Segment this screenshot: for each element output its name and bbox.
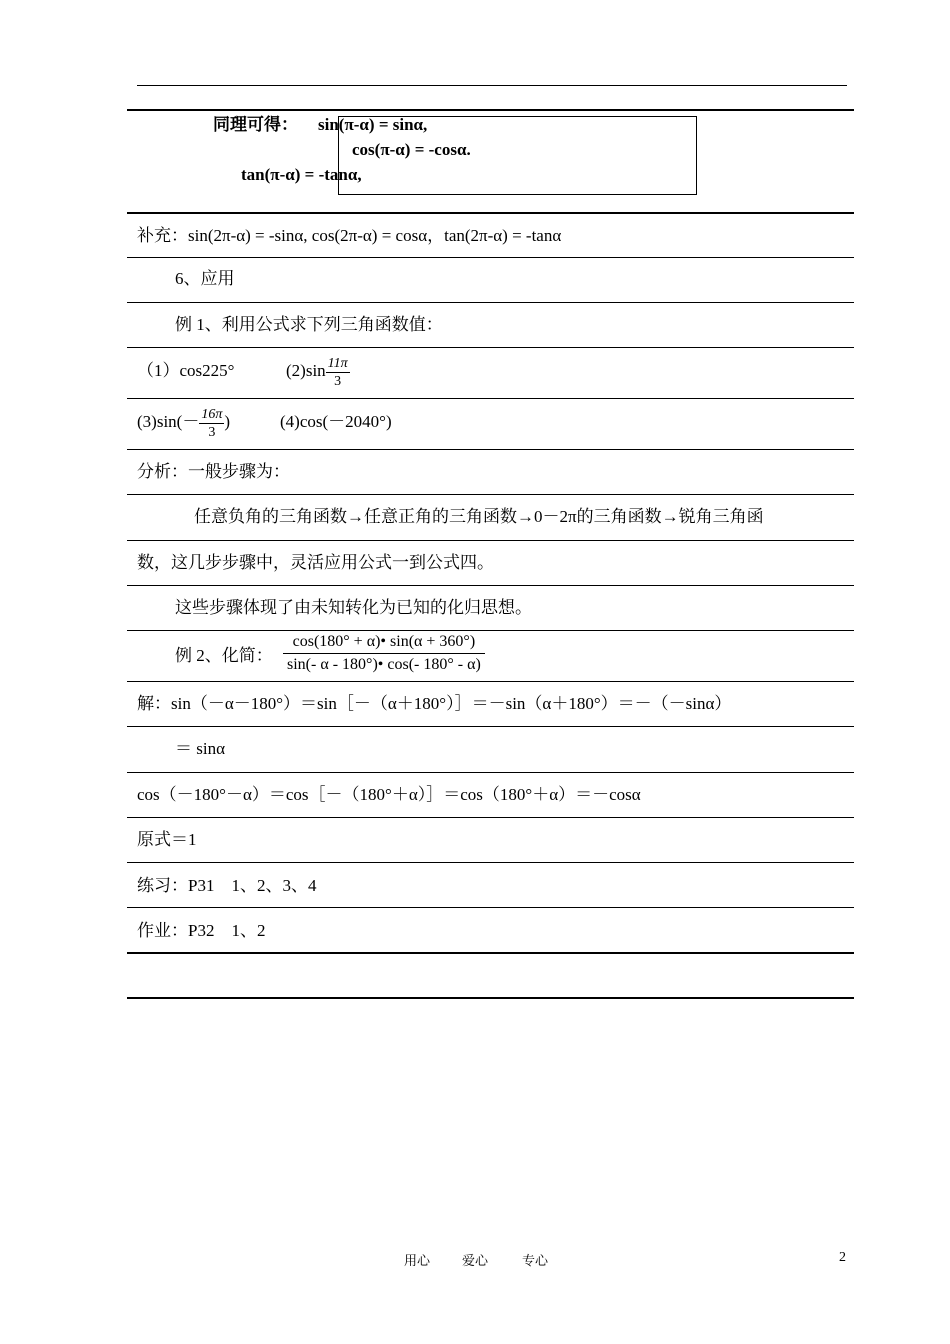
row-rule (127, 302, 854, 303)
footer-motto-3: 专心 (522, 1254, 549, 1269)
example-1-item-4: (4)cos(－2040°) (280, 412, 392, 431)
example-1-item-2 (286, 351, 350, 391)
formula-sin-pi-minus-alpha: sin(π-α) = sinα, (318, 115, 428, 134)
header-rule (137, 85, 847, 86)
analysis-line-1: 任意负角的三角函数→任意正角的三角函数→0－2π的三角函数→锐角三角函 (194, 507, 764, 526)
analysis-title: 分析：一般步骤为： (137, 462, 290, 481)
example-1-title: 例 1、利用公式求下列三角函数值： (175, 315, 443, 334)
item-3-suffix: ) (224, 412, 231, 431)
fraction-numerator: cos(180° + α)• sin(α + 360°) (292, 633, 476, 650)
analysis-line-3: 这些步骤体现了由未知转化为已知的化归思想。 (175, 598, 532, 617)
formula-cos-pi-minus-alpha: cos(π-α) = -cosα. (352, 140, 471, 159)
row-rule (127, 540, 854, 541)
table-bottom-rule (127, 952, 854, 954)
row-rule (127, 630, 854, 631)
fraction-denominator: 3 (199, 423, 224, 441)
footer-motto-2: 爱心 (462, 1254, 489, 1269)
item-2-prefix: (2)sin (286, 361, 326, 380)
example-1-item-1: （1）cos225° (137, 361, 235, 380)
fraction-denominator: 3 (326, 372, 350, 390)
row-rule (127, 257, 854, 258)
solution-result: 原式＝1 (137, 830, 197, 849)
example-2-title: 例 2、化简： (175, 646, 273, 665)
row-rule (127, 772, 854, 773)
supplement-formulas: 补充：sin(2π-α) = -sinα, cos(2π-α) = cosα，tan(2π-α) = -tanα (137, 226, 562, 245)
row-rule (127, 398, 854, 399)
solution-line-2: ＝ sinα (175, 739, 225, 758)
row-rule (127, 347, 854, 348)
page-number: 2 (839, 1250, 846, 1265)
section-6-heading: 6、应用 (175, 269, 235, 288)
row-rule (127, 585, 854, 586)
homework-assignment: 作业：P32 1、2 (137, 921, 266, 940)
analysis-line-2: 数，这几步步骤中，灵活应用公式一到公式四。 (137, 553, 494, 572)
row-rule (127, 449, 854, 450)
formula-tan-pi-minus-alpha: tan(π-α) = -tanα, (241, 165, 362, 184)
footer-motto-1: 用心 (404, 1254, 431, 1269)
similar-result-prefix: 同理可得： (213, 115, 298, 134)
fraction-numerator: 16π (201, 406, 223, 422)
table-top-rule (127, 109, 854, 111)
example-2-fraction (283, 631, 485, 676)
fraction-11pi-over-3 (326, 355, 350, 390)
solution-line-1: 解：sin（－α－180°）＝sin［－（α＋180°）］＝－sin（α＋180°）＝－（－sinα） (137, 694, 732, 713)
practice-assignment: 练习：P31 1、2、3、4 (137, 876, 317, 895)
item-3-prefix: (3)sin(－ (137, 412, 200, 431)
solution-line-3: cos（－180°－α）＝cos［－（180°＋α）］＝cos（180°＋α）＝－cosα (137, 785, 641, 804)
closing-rule (127, 997, 854, 999)
row-rule (127, 726, 854, 727)
row-rule (127, 862, 854, 863)
row-rule (127, 817, 854, 818)
row-rule (127, 681, 854, 682)
example-1-item-3 (137, 402, 230, 442)
fraction-denominator: sin(- α - 180°)• cos(- 180° - α) (283, 653, 485, 676)
fraction-16pi-over-3 (199, 406, 224, 441)
row-rule (127, 907, 854, 908)
fraction-numerator: 11π (327, 355, 348, 371)
row-rule (127, 212, 854, 214)
row-rule (127, 494, 854, 495)
